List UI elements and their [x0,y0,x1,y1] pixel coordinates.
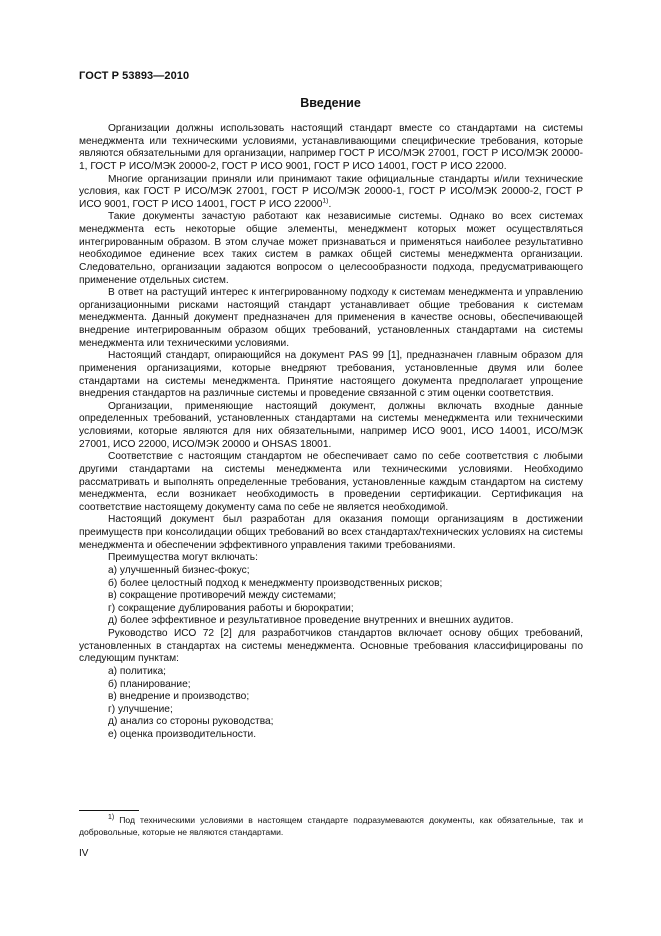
list-item: а) улучшенный бизнес-фокус; [108,564,250,576]
footnote-marker: 1) [108,814,115,822]
paragraph: Организации должны использовать настоящий стандарт вместе со стандартами на системы менеджмента или техническими условиями, устанавливающими специфические требования, которые являются обязательными для организации, например ГОСТ Р ИСО/МЭК 27001, ГОСТ Р ИСО/МЭК 20000-1, ГОСТ Р ИСО/МЭК 20000-2, ГОСТ Р ИСО 9001, ГОСТ Р ИСО 14001, ГОСТ Р ИСО 22000. [79,123,583,172]
footnote-divider [79,810,139,811]
paragraph: Настоящий стандарт, опирающийся на документ PAS 99 [1], предназначен главным образом для применения организациями, которые внедряют требования, установленные двумя или более стандартами на системы менеджмента. Принятие настоящего документа предполагает упрощение внедрения стандартов на различные системы и проведение связанной с этим оценки соответствия. [79,350,583,400]
footnote-text: Под техническими условиями в настоящем стандарте подразумеваются документы, как обязательные, так и добровольные, которые не являются стандартами. [79,815,583,838]
paragraph: Организации, применяющие настоящий документ, должны включать входные данные определенных требований, установленных стандартами на системы менеджмента или техническими условиями, которые являются для них обязательными, например ИСО 9001, ИСО 14001, ИСО/МЭК 27001, ИСО 22000, ИСО/МЭК 20000 и OHSAS 18001. [79,400,583,450]
list-item: г) сокращение дублирования работы и бюрократии; [108,602,354,614]
list-item: а) политика; [108,665,167,677]
advantages-list [79,565,583,628]
paragraph: Соответствие с настоящим стандартом не обеспечивает само по себе соответствия с любыми другими стандартами на системы менеджмента или техническими условиями. Необходимо рассматривать и выполнять определенные требования, установленные каждым стандартом на систему менеджмента, если возникает необходимость в проведении сертификации. Сертификация на соответствие настоящему документу сама по себе не является необходимой. [79,451,583,513]
requirements-list [79,666,583,742]
paragraph: Многие организации приняли или принимают такие официальные стандарты и/или технические условия, как ГОСТ Р ИСО/МЭК 27001, ГОСТ Р ИСО/МЭК 20000-1, ГОСТ Р ИСО/МЭК 20000-2, ГОСТ Р ИСО 9001, ГОСТ Р ИСО 14001, ГОСТ Р ИСО 22000$^{1)}$. [79,173,583,210]
paragraph: Такие документы зачастую работают как независимые системы. Однако во всех системах менеджмента есть некоторые общие элементы, менеджмент которых может осуществляться интегрированным образом. В этом случае может признаваться и применяться наиболее результативно необходимое единение всех таких систем в рамках общей системы менеджмента организации. Следовательно, организации задаются вопросом о целесообразности подхода, предусматривающего применение отдельных систем. [79,211,583,286]
paragraph: Руководство ИСО 72 [2] для разработчиков стандартов включает основу общих требований, установленных в стандартах на системы менеджмента. Основные требования классифицированы по следующим пунктам: [79,628,583,665]
list-item: в) внедрение и производство; [108,691,250,703]
list-item: б) более целостный подход к менеджменту производственных рисков; [108,577,443,589]
section-title: Введение [300,96,361,110]
list-item: г) улучшение; [108,703,173,715]
page-number: IV [79,848,89,859]
footnote [79,814,583,839]
paragraph: Преимущества могут включать: [108,552,258,564]
list-item: в) сокращение противоречий между системами; [108,590,337,602]
list-item: е) оценка производительности. [108,729,257,740]
standard-code-header: ГОСТ Р 53893—2010 [79,70,190,82]
list-item: д) более эффективное и результативное проведение внутренних и внешних аудитов. [108,615,514,627]
footnote-reference: 1) [322,197,329,205]
list-item: б) планирование; [108,678,191,690]
list-item: д) анализ со стороны руководства; [108,716,274,728]
paragraph: В ответ на растущий интерес к интегрированному подходу к системам менеджмента и управлению организационными рисками настоящий стандарт устанавливает общие требования к системам менеджмента. Данный документ предназначен для применения в качестве основы, обеспечивающей внедрение интегрированным образом общих требований, установленных стандартами на системы менеджмента или техническими условиями. [79,287,583,349]
paragraph: Настоящий документ был разработан для оказания помощи организациям в достижении преимуществ при консолидации общих требований во всех стандартах/технических условиях на системы менеджмента и обеспечении эффективного управления такими требованиями. [79,514,583,551]
introduction-body [79,123,583,742]
paragraph-text: Многие организации приняли или принимают такие официальные стандарты и/или технические условия, как ГОСТ Р ИСО/МЭК 27001, ГОСТ Р ИСО/МЭК 20000-1, ГОСТ Р ИСО/МЭК 20000-2, ГОСТ Р ИСО 9001, ГОСТ Р ИСО 14001, ГОСТ Р ИСО 22000 [79,173,583,210]
